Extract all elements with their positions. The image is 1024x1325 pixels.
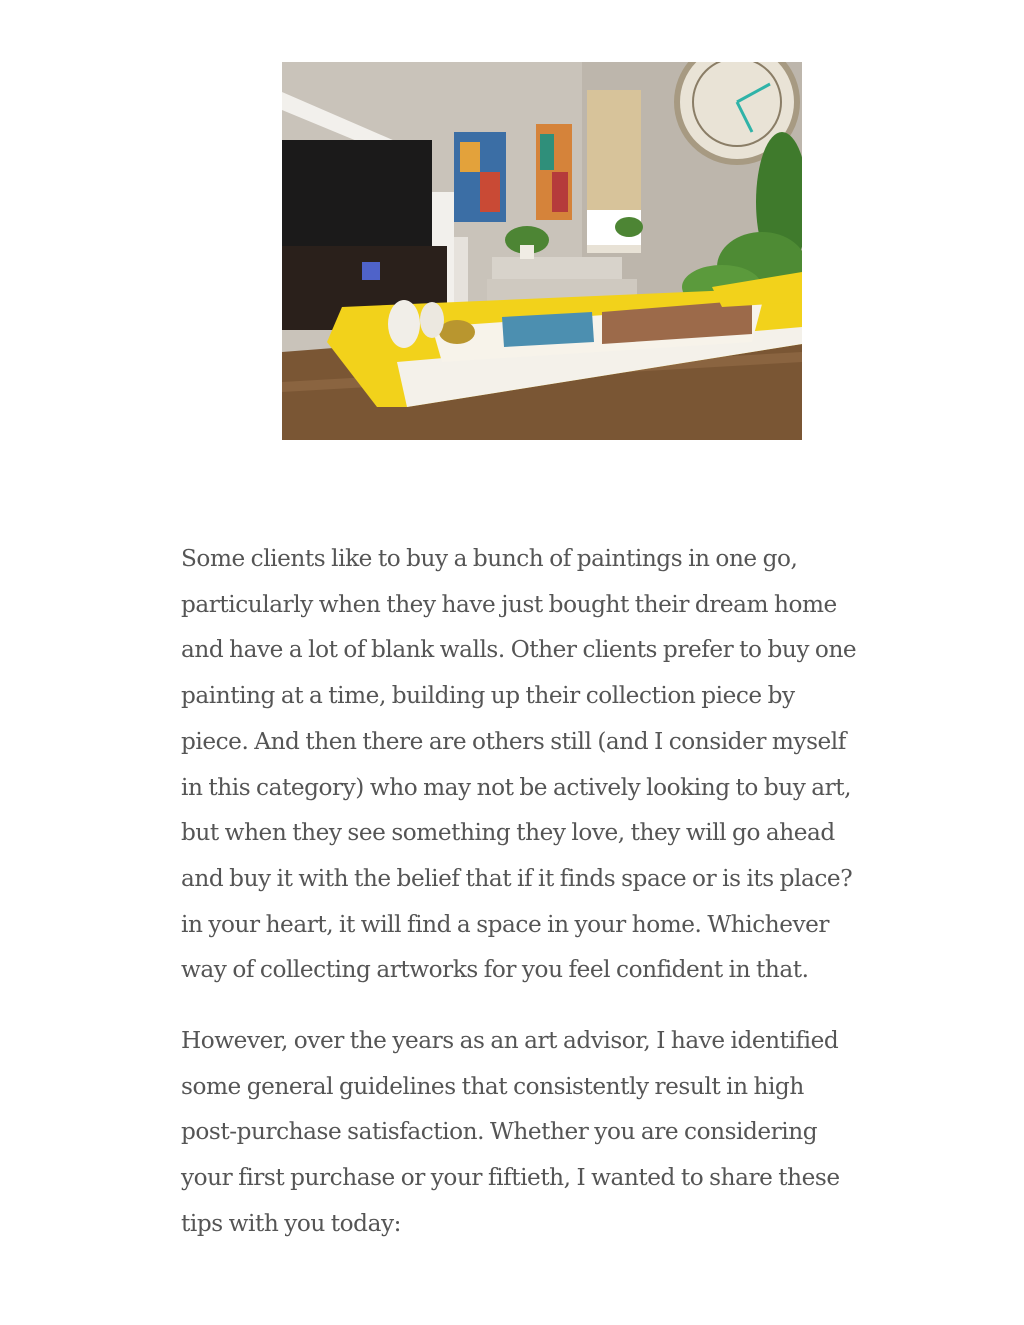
article-body — [181, 536, 901, 1247]
paragraph: Some clients like to buy a bunch of paintings in one go, particularly when they have just bought their dream home and have a lot of blank walls. Other clients prefer to buy one painting at a time, building up their collection piece by piece. And then there are others still (and I consider myself in this category) who may not be actively looking to buy art, but when they see something they love, they will go ahead and buy it with the belief that if it finds space or is its place? in your heart, it will find a space in your home. Whichever way of collecting artworks for you feel confident in that. — [181, 545, 857, 984]
living-room-photo — [282, 62, 802, 440]
paragraph: However, over the years as an art advisor, I have identified some general guidelines that consistently result in high post-purchase satisfaction. Whether you are considering your first purchase or your fiftieth, I wanted to share these tips with you today: — [181, 1027, 840, 1237]
